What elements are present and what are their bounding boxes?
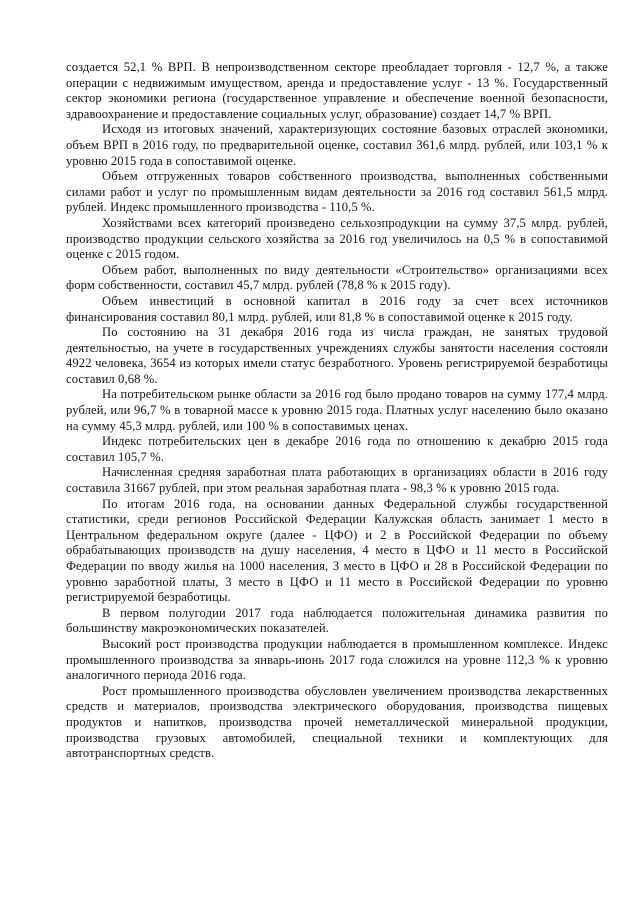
paragraph-11: По итогам 2016 года, на основании данных Федеральной службы государственной статистики, среди регионов Российской Федерации Калужская область занимает 1 место в Центральном федеральном округе (далее - ЦФО) и 2 в Российской Федерации по объему обрабатывающих производств на душу населения, 4 место в ЦФО и 11 место в Российской Федерации по вводу жилья на 1000 населения, 3 место в ЦФО и 28 в Российской Федерации по уровню заработной платы, 3 место в ЦФО и 11 место в Российской Федерации по уровню регистрируемой безработицы. (66, 496, 608, 605)
paragraph-4: Хозяйствами всех категорий произведено сельхозпродукции на сумму 37,5 млрд. рублей, производство продукции сельского хозяйства за 2016 год увеличилось на 0,5 % в сопоставимой оценке с 2015 годом. (66, 215, 608, 262)
paragraph-1: создается 52,1 % ВРП. В непроизводственном секторе преобладает торговля - 12,7 %, а также операции с недвижимым имуществом, аренда и предоставление услуг - 13 %. Государственный сектор экономики региона (государственное управление и обеспечение военной безопасности, здравоохранение и предоставление социальных услуг, образование) создает 14,7 % ВРП. (66, 60, 608, 121)
paragraph-9: Индекс потребительских цен в декабре 2016 года по отношению к декабрю 2015 года составил 105,7 %. (66, 434, 608, 464)
paragraph-7: По состоянию на 31 декабря 2016 года из числа граждан, не занятых трудовой деятельностью, на учете в государственных учреждениях службы занятости населения состояли 4922 человека, 3654 из которых имели статус безработного. Уровень регистрируемой безработицы составил 0,68 %. (66, 325, 608, 386)
paragraph-6: Объем инвестиций в основной капитал в 2016 году за счет всех источников финансирования составил 80,1 млрд. рублей, или 81,8 % в сопоставимой оценке к 2015 году. (66, 293, 608, 324)
paragraph-5: Объем работ, выполненных по виду деятельности «Строительство» организациями всех форм собственности, составил 45,7 млрд. рублей (78,8 % к 2015 году). (66, 262, 608, 293)
paragraph-3: Объем отгруженных товаров собственного производства, выполненных собственными силами работ и услуг по промышленным видам деятельности за 2016 год составил 561,5 млрд. рублей. Индекс промышленного производства - 110,5 %. (66, 169, 608, 215)
paragraph-8: На потребительском рынке области за 2016 год было продано товаров на сумму 177,4 млрд. рублей, или 96,7 % в товарной массе к уровню 2015 года. Платных услуг населению было оказано на сумму 45,3 млрд. рублей, или 100 % в сопоставимых ценах. (66, 387, 608, 433)
paragraph-10: Начисленная средняя заработная плата работающих в организациях области в 2016 году составила 31667 рублей, при этом реальная заработная плата - 98,3 % к уровню 2015 года. (66, 465, 608, 496)
paragraph-2: Исходя из итоговых значений, характеризующих состояние базовых отраслей экономики, объем ВРП в 2016 году, по предварительной оценке, составил 361,6 млрд. рублей, или 103,1 % к уровню 2015 года в сопоставимой оценке. (66, 122, 608, 168)
paragraph-14: Рост промышленного производства обусловлен увеличением производства лекарственных средств и материалов, производства электрического оборудования, производства пищевых продуктов и напитков, производства прочей неметаллической минеральной продукции, производства грузовых автомобилей, специальной техники и комплектующих для автотранспортных средств. (66, 683, 608, 761)
paragraph-12: В первом полугодии 2017 года наблюдается положительная динамика развития по большинству макроэкономических показателей. (66, 605, 608, 636)
paragraph-13: Высокий рост производства продукции наблюдается в промышленном комплексе. Индекс промышленного производства за январь-июнь 2017 года сложился на уровне 112,3 % к уровню аналогичного периода 2016 года. (66, 636, 608, 683)
document-page (66, 60, 608, 762)
